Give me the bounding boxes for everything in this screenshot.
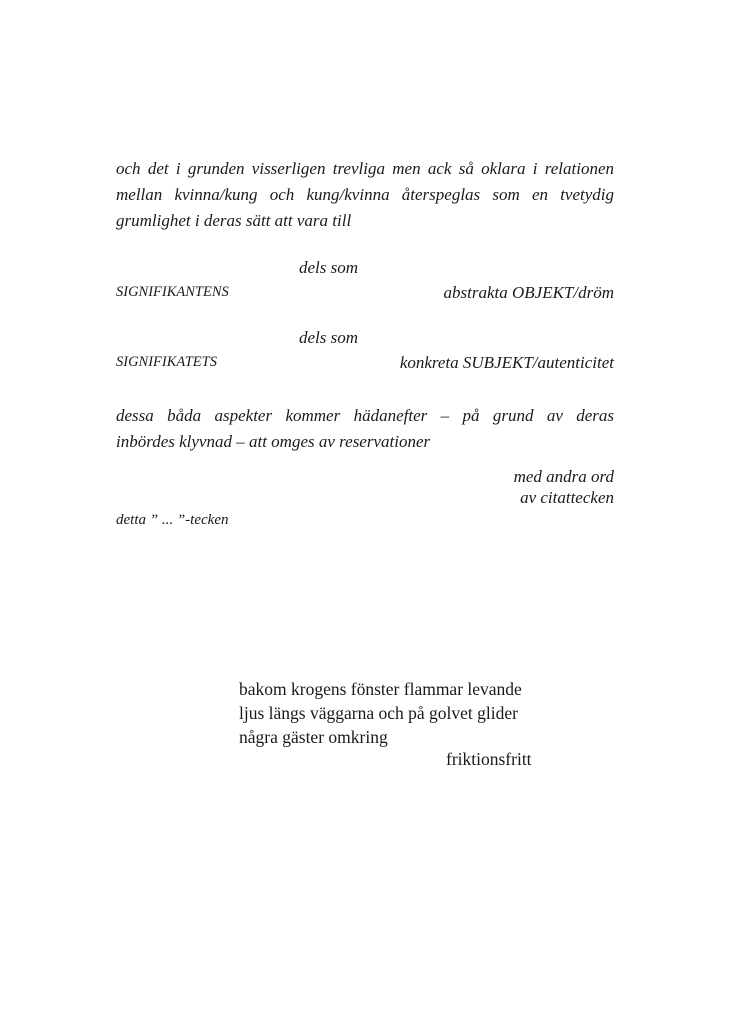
aspects-line-1: dessa båda aspekter kommer hädanefter – på grund av deras [116, 406, 614, 425]
poem-line-3: några gäster omkring [239, 727, 388, 747]
block2-left: SIGNIFIKATETS [116, 354, 217, 370]
block2-label: dels som [299, 328, 359, 347]
poem-line-4: friktionsfritt [446, 749, 532, 769]
poem-line-2: ljus längs väggarna och på golvet glider [239, 703, 518, 723]
poem-line-1: bakom krogens fönster flammar levande [239, 679, 522, 699]
other-words-line-2: av citattecken [520, 488, 614, 507]
block1-label: dels som [299, 258, 359, 277]
intro-line-1: och det i grunden visserligen trevliga men ack så oklara i relationen [116, 159, 614, 178]
other-words-line-1: med andra ord [513, 467, 614, 486]
block1-right: abstrakta OBJEKT/dröm [443, 283, 614, 302]
block2-right: konkreta SUBJEKT/autenticitet [399, 353, 614, 372]
intro-line-2: mellan kvinna/kung och kung/kvinna återspeglas som en tvetydig [116, 185, 614, 204]
block1-left: SIGNIFIKANTENS [116, 284, 229, 300]
aspects-line-2: inbördes klyvnad – att omges av reservationer [116, 432, 431, 451]
sign-note: detta ” ... ”-tecken [116, 512, 229, 528]
intro-line-3: grumlighet i deras sätt att vara till [116, 211, 352, 230]
